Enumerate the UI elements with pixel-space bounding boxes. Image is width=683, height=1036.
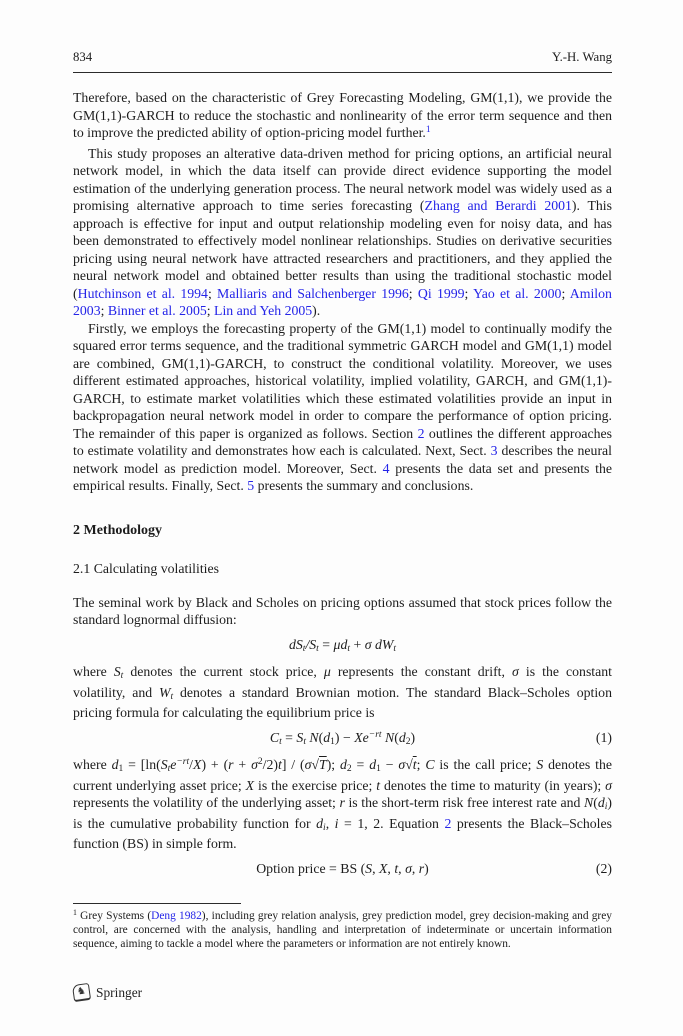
text-run: (	[394, 729, 399, 745]
text-run: 1	[376, 764, 381, 775]
citation-link[interactable]: Binner et al. 2005	[107, 303, 207, 318]
text-run: = 1, 2. Equation	[338, 815, 445, 831]
text-run: −rt	[176, 757, 190, 768]
text-run: ;	[207, 285, 218, 301]
text-run: ). This approach is effective for input and output relationship modeling even for noisy data, and has been demonstrated to effectively model nonlinear relationships. Studies on derivative securities pricing using neural network have attracted researchers and practitioners, and they applied the neural network model and obtained better results than using the traditional stochastic model (	[73, 198, 612, 301]
text-run: S	[113, 664, 121, 679]
text-run: describes the neural network model as prediction model. Moreover, Sect.	[73, 443, 613, 476]
text-run: t	[393, 643, 396, 654]
text-run: d	[323, 729, 331, 745]
citation-link[interactable]: Lin and Yeh 2005	[214, 303, 313, 318]
text-run: is the exercise price;	[254, 777, 377, 793]
text-run: μd	[333, 636, 348, 652]
text-run: ;	[100, 303, 108, 318]
paragraph	[73, 89, 612, 145]
text-run: =	[281, 729, 297, 745]
text-run: is the cumulative probability function for	[73, 815, 317, 831]
text-run: N	[584, 795, 594, 810]
text-run: /S	[305, 636, 317, 652]
text-run: d	[111, 757, 119, 772]
text-run: The seminal work by Black and Scholes on pricing options assumed that stock prices follow the standard lognormal diffusion:	[73, 594, 612, 627]
display-equation	[73, 860, 612, 878]
text-run: ,	[372, 860, 379, 876]
text-run: dS	[288, 636, 303, 652]
section-link[interactable]: 3	[490, 443, 498, 458]
section-link[interactable]: 5	[247, 478, 255, 493]
page-body	[73, 89, 612, 877]
text-run: ,	[325, 815, 335, 831]
text-run: ,	[398, 860, 406, 876]
citation-link[interactable]: Yao et al. 2000	[473, 285, 562, 301]
paragraph	[73, 320, 612, 495]
text-run: t	[302, 643, 306, 654]
text-run: ;	[206, 303, 215, 318]
text-run: )	[424, 860, 429, 876]
text-run: ).	[312, 303, 321, 318]
paragraph	[73, 145, 612, 320]
text-run: (	[593, 795, 598, 810]
text-run: −	[339, 729, 355, 745]
text-run: T	[319, 757, 327, 772]
equation-content	[270, 730, 415, 745]
text-run: t	[167, 764, 171, 775]
text-run: ;	[416, 757, 426, 772]
text-run: Therefore, based on the characteristic of Grey Forecasting Modeling, GM(1,1), we provide the GM(1,1)-GARCH to reduce the stochastic and nonlinearity of the error term sequence and then to improve the predicted ability of option-pricing model further.	[73, 90, 612, 140]
header-rule	[73, 72, 612, 73]
publisher-name: Springer	[96, 985, 143, 1000]
text-run: is the call price;	[434, 757, 537, 772]
text-run: ;	[464, 285, 474, 301]
text-run: +	[233, 757, 252, 772]
text-run: 1	[73, 908, 77, 918]
section-link[interactable]: 2	[444, 815, 452, 831]
text-run: denotes the time to maturity (in years);	[380, 777, 606, 793]
text-run: S	[365, 860, 373, 876]
text-run: /2)	[262, 757, 278, 772]
paragraph	[73, 594, 612, 629]
text-run: presents the Black–Scholes function (BS) in simple form.	[73, 815, 612, 851]
paragraph	[73, 663, 612, 722]
text-run: σ	[304, 757, 312, 772]
page-header	[73, 0, 612, 65]
text-run: =	[318, 636, 334, 652]
text-run: σ	[251, 757, 258, 772]
text-run: +	[350, 636, 365, 652]
text-run: = [ln(	[123, 757, 161, 772]
text-run: Grey Systems (	[76, 910, 152, 922]
text-run: represents the constant drift,	[330, 664, 512, 679]
text-run: ;	[561, 285, 570, 301]
text-run: ), including grey relation analysis, grey prediction model, grey decision-making and grey control, are concerned with the analysis, handling and interpretation of indeterminate or uncertain information sequence, aiming to tackle a model where the parameters or information are not entirely known.	[73, 910, 612, 950]
text-run: t	[376, 777, 381, 793]
text-run: r	[228, 757, 234, 772]
text-run: Option price = BS (	[256, 860, 366, 876]
page-footer	[73, 984, 142, 1002]
text-run: t	[120, 671, 124, 682]
text-run: C	[425, 757, 435, 772]
text-run: μ	[323, 664, 331, 679]
text-run: ,	[387, 860, 395, 876]
text-run: represents the volatility of the underlying asset;	[73, 795, 340, 810]
text-run: denotes the current underlying asset price;	[73, 757, 612, 793]
equation-number: (2)	[595, 860, 612, 876]
text-run: 2.1 Calculating volatilities	[73, 561, 219, 576]
section-link[interactable]: 2	[417, 425, 425, 441]
text-run: d	[369, 757, 377, 772]
text-run: √	[311, 757, 319, 772]
citation-link[interactable]: Malliaris and Salchenberger 1996	[217, 285, 409, 301]
citation-link[interactable]: Zhang and Berardi 2001	[424, 198, 572, 213]
text-run: S	[296, 729, 304, 745]
springer-logo-icon: ♞	[72, 983, 91, 1002]
footnote-area	[73, 903, 612, 951]
text-run: is the short-term risk free interest rate and	[344, 795, 584, 810]
equation-content	[289, 637, 396, 652]
text-run: σ	[605, 777, 612, 793]
equation-content	[256, 861, 429, 876]
text-run: Xe	[354, 729, 369, 745]
display-equation	[73, 729, 612, 750]
text-run: )	[607, 795, 612, 810]
text-run: N	[381, 729, 395, 745]
text-run: denotes the current stock price,	[123, 664, 324, 679]
text-run: X	[193, 757, 202, 772]
citation-link[interactable]: Hutchinson et al. 1994	[77, 285, 208, 301]
text-run: i	[323, 822, 326, 833]
text-run: )	[410, 729, 416, 745]
text-run: 2	[405, 736, 411, 747]
text-run: t	[277, 757, 282, 772]
citation-link[interactable]: Deng 1982	[151, 910, 202, 922]
citation-link[interactable]: Qi 1999	[417, 285, 465, 301]
text-run: ) + (	[201, 757, 229, 772]
text-run: ;	[408, 285, 418, 301]
section-link[interactable]: 4	[382, 460, 390, 476]
text-run: S	[536, 757, 544, 772]
text-run: Firstly, we employs the forecasting property of the GM(1,1) model to continually modify the squared error terms sequence, and the traditional symmetric GARCH model and GM(1,1) model are combined, GM(1,1)-GARCH, to construct the conditional volatility. Moreover, we uses different estimated approaches, historical volatility, implied volatility, GARCH, and GM(1,1)-GARCH, to estimate market volatilities which these estimated volatilities provide an input in backpropagation neural network model in order to compare the performance of option pricing. The remainder of this paper is organized as follows. Section	[73, 320, 612, 441]
text-run: )	[334, 729, 340, 745]
text-run: is the constant volatility, and	[73, 664, 612, 700]
display-equation	[73, 636, 612, 657]
text-run: r	[418, 860, 425, 876]
citation-link[interactable]: Amilon 2003	[73, 285, 612, 318]
text-run: S	[160, 757, 168, 772]
footnote-rule	[73, 903, 241, 904]
text-run: 1	[330, 736, 335, 747]
text-run: =	[351, 757, 370, 772]
text-run: 2 Methodology	[73, 522, 163, 538]
text-run: σ	[405, 860, 412, 876]
section-heading	[73, 522, 612, 540]
footnote-ref[interactable]: 1	[425, 125, 431, 136]
text-run: X	[245, 777, 255, 793]
text-run: t	[412, 757, 417, 772]
text-run: √	[405, 757, 413, 772]
text-run: /	[189, 757, 194, 772]
text-run: 1	[118, 764, 124, 775]
text-run: t	[279, 736, 282, 747]
text-run: −	[380, 757, 399, 772]
text-run: ] / (	[281, 757, 305, 772]
text-run: i	[334, 815, 339, 831]
text-run: (	[318, 729, 324, 745]
text-run: i	[604, 802, 608, 813]
page-number: 834	[73, 50, 93, 64]
text-run: presents the data set and presents the empirical results. Finally, Sect.	[73, 460, 612, 493]
text-run: X	[378, 860, 388, 876]
text-run: t	[170, 691, 174, 702]
text-run: d	[398, 729, 406, 745]
text-run: d	[316, 815, 324, 831]
text-run: outlines the different approaches to estimate volatility and demonstrates how each is calculated. Next, Sect.	[73, 425, 612, 458]
text-run: t	[303, 736, 306, 747]
text-run: σ	[398, 757, 406, 772]
text-run: r	[339, 795, 345, 810]
footnote-text	[73, 910, 612, 951]
text-run: ,	[411, 860, 419, 876]
text-run: C	[269, 729, 280, 745]
text-run: 2	[257, 757, 263, 768]
text-run: presents the summary and conclusions.	[254, 478, 474, 493]
text-run: d	[597, 795, 605, 810]
text-run: where	[73, 757, 112, 772]
running-author: Y.-H. Wang	[552, 50, 612, 64]
text-run: 2	[346, 764, 352, 775]
text-run: −rt	[368, 729, 382, 740]
text-run: denotes a standard Brownian motion. The standard Black–Scholes option pricing formula for calculating the equilibrium price is	[73, 684, 612, 720]
text-run: d	[340, 757, 347, 772]
equation-number: (1)	[595, 729, 612, 745]
text-run: where	[73, 664, 114, 679]
subsection-heading	[73, 560, 612, 578]
paragraph	[73, 756, 612, 853]
text-run: t	[316, 643, 319, 654]
text-run: σ	[512, 664, 519, 679]
text-run: W	[159, 684, 171, 700]
text-run: t	[394, 860, 399, 876]
text-run: e	[170, 757, 177, 772]
text-run: t	[347, 643, 350, 654]
text-run: N	[305, 729, 319, 745]
text-run: σ dW	[364, 636, 394, 652]
text-run: );	[326, 757, 340, 772]
text-run: This study proposes an alterative data-driven method for pricing options, an artificial neural network model, in which the data itself can provide direct evidence supporting the model estimation of the underlying generation process. The neural network model was widely used as a promising alternative approach to time series forecasting (	[73, 145, 612, 213]
